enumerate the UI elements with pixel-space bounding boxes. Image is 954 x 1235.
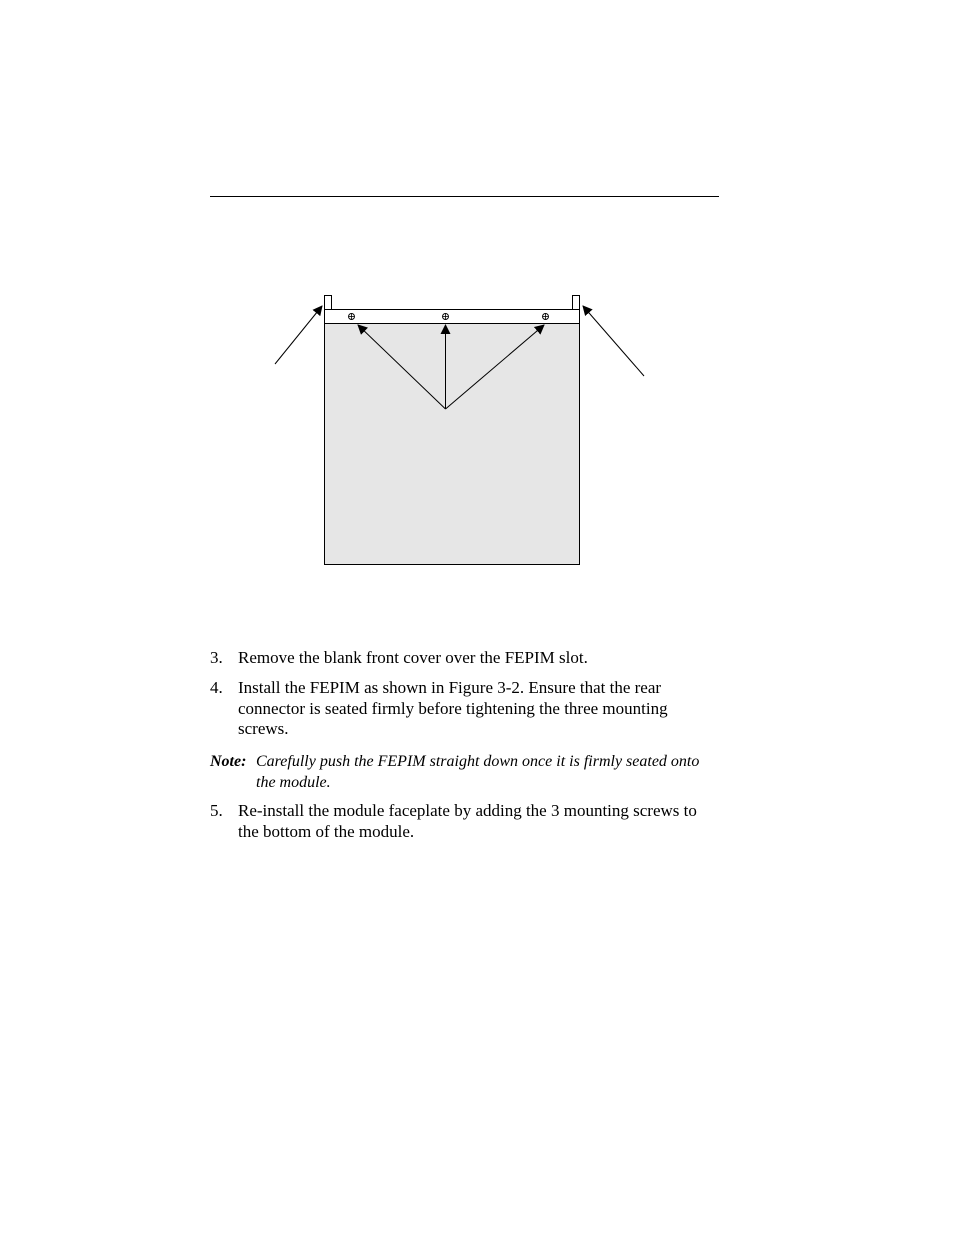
step-3 [210, 648, 720, 669]
arrow-to-right-tab [583, 306, 644, 376]
fepim-faceplate [325, 310, 580, 324]
module-body [325, 324, 580, 565]
screw-icon [543, 314, 549, 320]
step-4 [210, 678, 720, 740]
step-5 [210, 801, 720, 842]
step-number: 4. [210, 678, 223, 697]
arrow-to-left-tab [275, 306, 322, 364]
step-number: 3. [210, 648, 223, 667]
screw-icon [349, 314, 355, 320]
right-tab [573, 296, 580, 310]
screw-icon [443, 314, 449, 320]
step-text: Re-install the module faceplate by adding the 3 mounting screws to the bottom of the module. [238, 801, 697, 841]
note [210, 751, 720, 793]
note-label: Note: [210, 753, 247, 770]
step-text: Remove the blank front cover over the FEPIM slot. [238, 648, 588, 667]
note-text: Carefully push the FEPIM straight down once it is firmly seated onto the module. [256, 753, 700, 791]
left-tab [325, 296, 332, 310]
step-number: 5. [210, 801, 223, 820]
step-text: Install the FEPIM as shown in Figure 3-2. Ensure that the rear connector is seated firmly before tightening the three mounting screws. [238, 678, 668, 738]
